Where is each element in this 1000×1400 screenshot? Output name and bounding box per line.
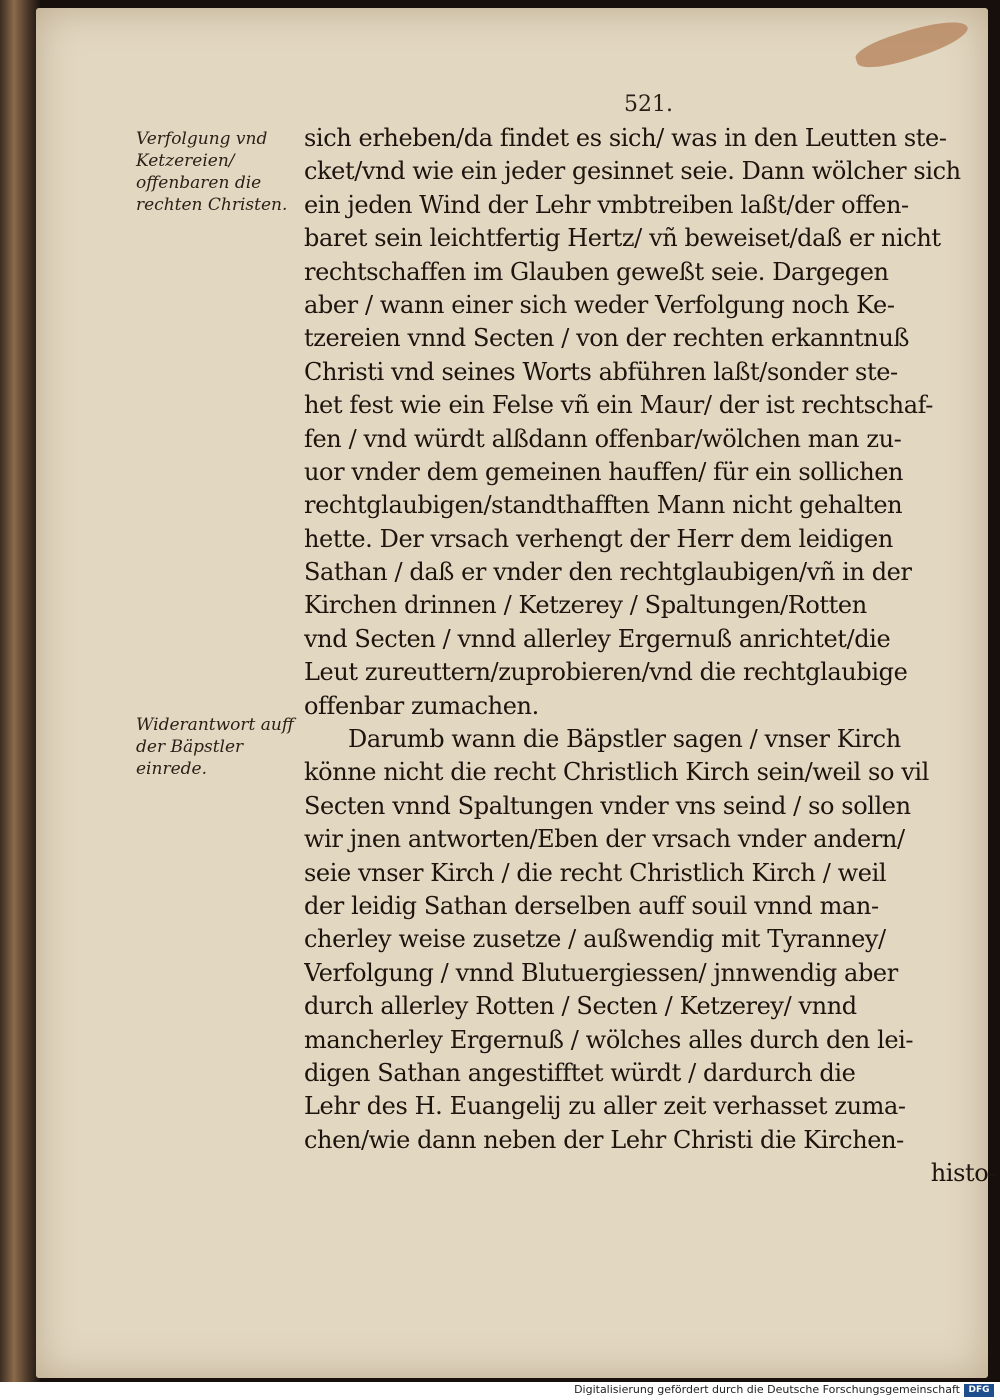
book-page bbox=[36, 8, 996, 1378]
text-line: offenbar zumachen. bbox=[304, 691, 539, 720]
text-line: uor vnder dem gemeinen hauffen/ für ein sollichen bbox=[304, 457, 904, 486]
text-line: rechtschaffen im Glauben geweßt seie. Dargegen bbox=[304, 257, 889, 286]
text-line: cket/vnd wie ein jeder gesinnet seie. Dann wölcher sich bbox=[304, 157, 961, 186]
footer-bar bbox=[0, 1382, 1000, 1400]
body-text bbox=[304, 122, 996, 1191]
margin-note-persecution: Verfolgung vnd Ketzereien/ offenbaren die rechten Christen. bbox=[136, 129, 288, 215]
text-line: Secten vnnd Spaltungen vnder vns seind / so sollen bbox=[304, 791, 911, 820]
text-line: digen Sathan angestifftet würdt / dardurch die bbox=[304, 1058, 856, 1087]
text-line: rechtglaubigen/standthafften Mann nicht gehalten bbox=[304, 491, 903, 520]
text-line: sich erheben/da findet es sich/ was in den Leutten ste- bbox=[304, 124, 947, 152]
text-line: ein jeden Wind der Lehr vmbtreiben laßt/der offen- bbox=[304, 190, 909, 219]
text-line: seie vnser Kirch / die recht Christlich Kirch / weil bbox=[304, 858, 887, 887]
text-line: könne nicht die recht Christlich Kirch sein/weil so vil bbox=[304, 758, 929, 787]
text-line: baret sein leichtfertig Hertz/ vñ beweiset/daß er nicht bbox=[304, 224, 941, 253]
dfg-logo: DFG bbox=[964, 1384, 994, 1397]
text-line: chen/wie dann neben der Lehr Christi die Kirchen- bbox=[304, 1125, 904, 1154]
text-line: Sathan / daß er vnder den rechtglaubigen/vñ in der bbox=[304, 558, 912, 587]
text-line: Darumb wann die Bäpstler sagen / vnser Kirch bbox=[348, 725, 901, 754]
text-line: mancherley Ergernuß / wölches alles durch den lei- bbox=[304, 1025, 914, 1054]
text-line: der leidig Sathan derselben auff souil vnnd man- bbox=[304, 891, 879, 920]
text-line: Verfolgung / vnnd Blutuergiessen/ jnnwendig aber bbox=[304, 958, 898, 987]
text-line: het fest wie ein Felse vñ ein Maur/ der ist rechtschaf- bbox=[304, 391, 933, 420]
text-line: vnd Secten / vnnd allerley Ergernuß anrichtet/die bbox=[304, 624, 891, 653]
text-line: Lehr des H. Euangelij zu aller zeit verhasset zuma- bbox=[304, 1092, 906, 1121]
text-line: aber / wann einer sich weder Verfolgung noch Ke- bbox=[304, 290, 895, 319]
text-line: Leut zureuttern/zuprobieren/vnd die rechtglaubige bbox=[304, 658, 908, 687]
book-spine-edge bbox=[0, 0, 40, 1382]
text-line: Kirchen drinnen / Ketzerey / Spaltungen/Rotten bbox=[304, 591, 867, 620]
funding-credit: Digitalisierung gefördert durch die Deutsche Forschungsgemeinschaft bbox=[574, 1383, 960, 1396]
text-line: cherley weise zusetze / außwendig mit Tyranney/ bbox=[304, 925, 886, 954]
text-line: Christi vnd seines Worts abführen laßt/sonder ste- bbox=[304, 357, 898, 386]
margin-note-reply: Widerantwort auff der Bäpstler einrede. bbox=[136, 715, 294, 779]
page-number: 521. bbox=[624, 92, 673, 117]
text-line: histo- bbox=[930, 1159, 996, 1188]
text-line: wir jnen antworten/Eben der vrsach vnder andern/ bbox=[304, 825, 905, 854]
text-line: durch allerley Rotten / Secten / Ketzerey/ vnnd bbox=[304, 992, 857, 1021]
text-line: fen / vnd würdt alßdann offenbar/wölchen man zu- bbox=[304, 424, 902, 453]
text-line: tzereien vnnd Secten / von der rechten erkanntnuß bbox=[304, 324, 910, 353]
text-line: hette. Der vrsach verhengt der Herr dem leidigen bbox=[304, 524, 893, 553]
paper-stain bbox=[853, 13, 972, 75]
